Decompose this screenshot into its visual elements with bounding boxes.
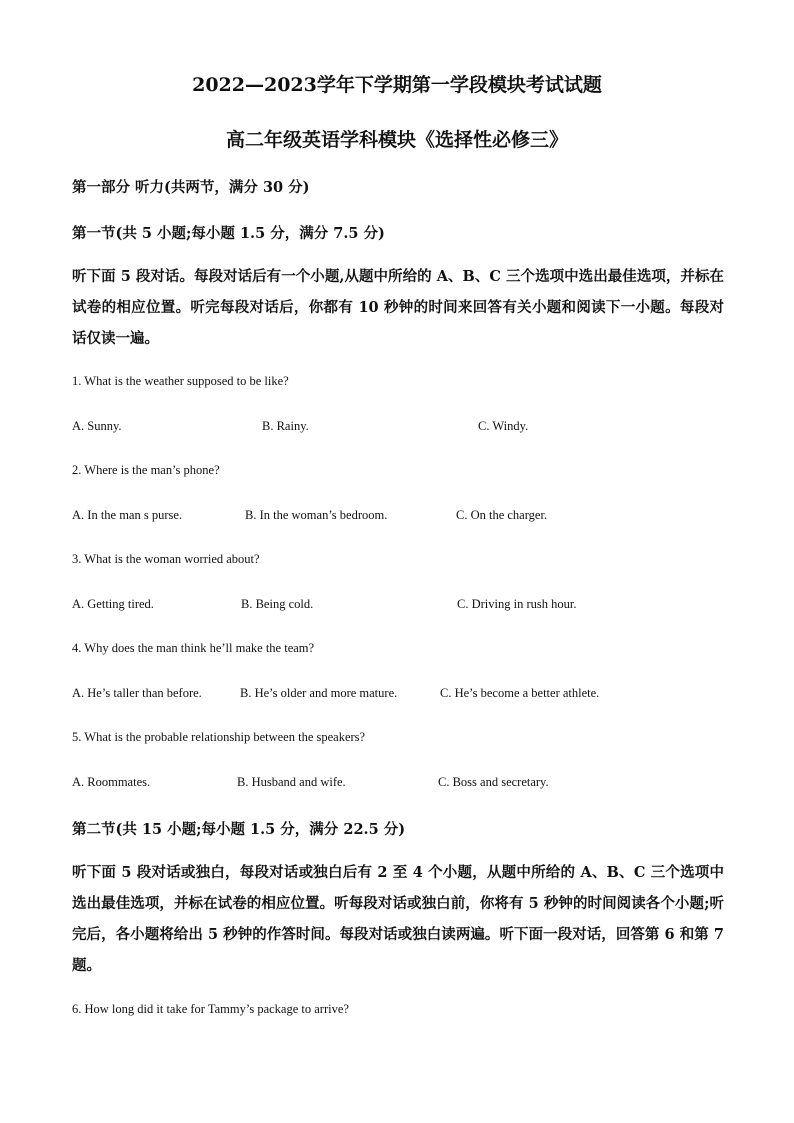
question-stem: 5. What is the probable relationship between the speakers? bbox=[72, 730, 366, 744]
option-c: C. Windy. bbox=[478, 419, 529, 433]
question-stem: 6. How long did it take for Tammy’s package to arrive? bbox=[72, 1002, 349, 1016]
question-stem: 2. Where is the man’s phone? bbox=[72, 463, 220, 477]
option-a: A. Getting tired. bbox=[72, 597, 154, 611]
option-b: B. He’s older and more mature. bbox=[240, 686, 398, 700]
option-a: A. He’s taller than before. bbox=[72, 686, 202, 700]
option-a: A. Sunny. bbox=[72, 419, 122, 433]
option-c: C. He’s become a better athlete. bbox=[440, 686, 600, 700]
option-a: A. Roommates. bbox=[72, 775, 151, 789]
question-stem: 3. What is the woman worried about? bbox=[72, 552, 260, 566]
question-stem: 4. Why does the man think he’ll make the team? bbox=[72, 641, 315, 655]
section1-instruction: 听下面 5 段对话。每段对话后有一个小题,从题中所给的 A、B、C 三个选项中选出最佳选项，并标在试卷的相应位置。听完每段对话后，你都有 10 秒钟的时间来回答有关小题和阅读下一小题。每段对话仅读一遍。 bbox=[72, 268, 724, 347]
option-c: C. On the charger. bbox=[456, 508, 548, 522]
option-a: A. In the man s purse. bbox=[72, 508, 183, 522]
section2-heading: 第二节(共 15 小题;每小题 1.5 分，满分 22.5 分) bbox=[72, 821, 406, 838]
option-b: B. In the woman’s bedroom. bbox=[245, 508, 388, 522]
option-c: C. Driving in rush hour. bbox=[457, 597, 577, 611]
option-b: B. Husband and wife. bbox=[237, 775, 346, 789]
option-c: C. Boss and secretary. bbox=[438, 775, 549, 789]
exam-subtitle: 高二年级英语学科模块《选择性必修三》 bbox=[225, 129, 568, 151]
part1-heading: 第一部分 听力(共两节，满分 30 分) bbox=[72, 179, 310, 196]
section2-instruction: 听下面 5 段对话或独白，每段对话或独白后有 2 至 4 个小题，从题中所给的 A、B、C 三个选项中选出最佳选项，并标在试卷的相应位置。听每段对话或独白前，你将有 5 秒钟的时间阅读各个小题;听完后，各小题将给出 5 秒钟的作答时间。每段对话或独白读两遍。听下面一段对话，回答第 6 和第 7 题。 bbox=[72, 864, 724, 974]
option-b: B. Rainy. bbox=[262, 419, 309, 433]
exam-title: 2022—2023学年下学期第一学段模块考试试题 bbox=[192, 74, 602, 96]
question-stem: 1. What is the weather supposed to be like? bbox=[72, 374, 289, 388]
option-b: B. Being cold. bbox=[241, 597, 314, 611]
section1-heading: 第一节(共 5 小题;每小题 1.5 分，满分 7.5 分) bbox=[72, 225, 385, 242]
